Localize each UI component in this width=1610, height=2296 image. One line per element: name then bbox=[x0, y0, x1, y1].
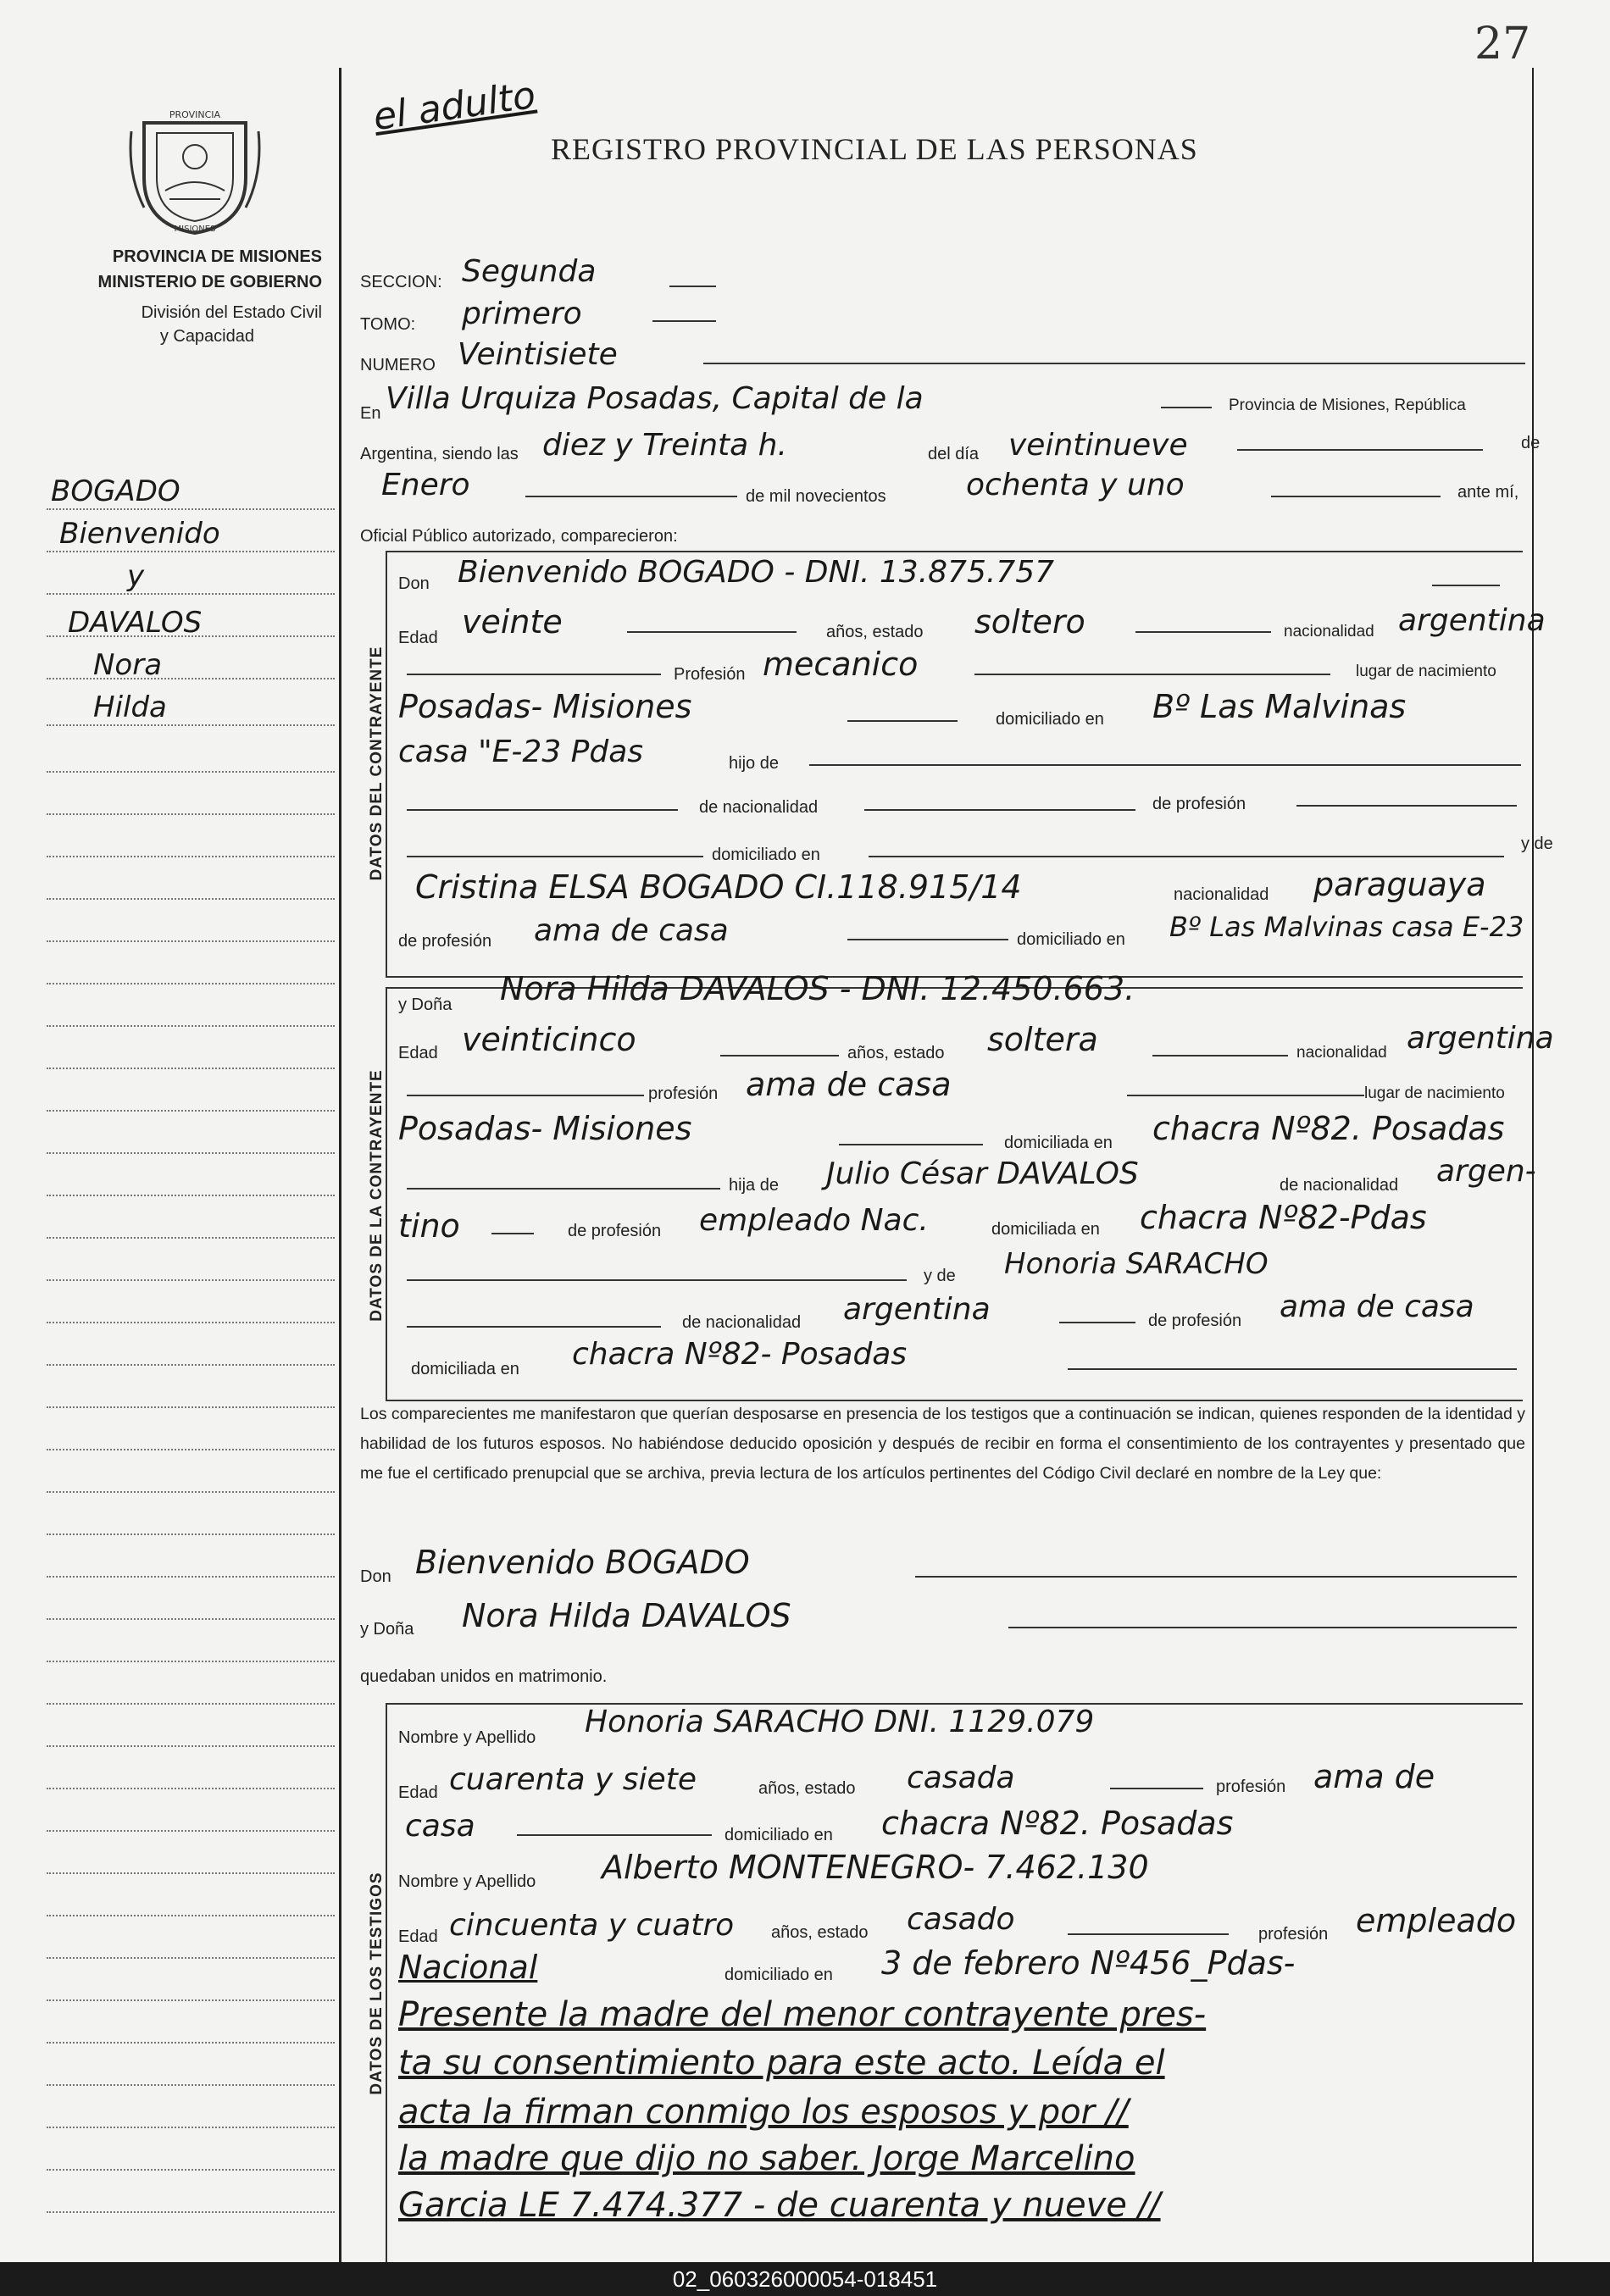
c2-estado: soltera bbox=[987, 1021, 1098, 1058]
t2-estado: casado bbox=[907, 1902, 1015, 1937]
testigos-note-line-3: acta la firman conmigo los esposos y por // bbox=[398, 2093, 1129, 2132]
margin-note-surname-1: BOGADO bbox=[51, 474, 180, 508]
t2-prof-label: profesión bbox=[1258, 1925, 1329, 1944]
contrayente-nombre: Bienvenido BOGADO - DNI. 13.875.757 bbox=[458, 555, 1055, 590]
seccion-label: SECCION: bbox=[360, 273, 442, 291]
t2-dom: 3 de febrero Nº456_Pdas- bbox=[881, 1944, 1296, 1982]
c1-profesion: mecanico bbox=[763, 646, 919, 683]
c2-padre-nac: argen- bbox=[1436, 1154, 1536, 1189]
c1-estado: soltero bbox=[974, 603, 1085, 641]
province-seal-icon bbox=[127, 97, 263, 237]
c2-madre-dom-label: domiciliada en bbox=[411, 1360, 519, 1378]
c1-nac-label: nacionalidad bbox=[1284, 623, 1374, 641]
c1-madre-dom: Bº Las Malvinas casa E-23 bbox=[1169, 911, 1524, 943]
t1-prof-label: profesión bbox=[1216, 1777, 1286, 1796]
t1-dom-label: domiciliado en bbox=[724, 1826, 833, 1844]
don-label: Don bbox=[398, 574, 430, 593]
t1-estado: casada bbox=[907, 1761, 1015, 1795]
contrayente2-nombre: Nora Hilda DAVALOS - DNI. 12.450.663. bbox=[500, 970, 1135, 1007]
t2-dom-label: domiciliado en bbox=[724, 1966, 833, 1984]
c1-madre: Cristina ELSA BOGADO CI.118.915/14 bbox=[415, 868, 1022, 906]
declaration-text: Los comparecientes me manifestaron que querían desposarse en presencia de los testigos que a continuación se indican, quienes responden de la identidad y habilidad de los futuros esposos. No habiéndose deducido oposición y después de recibir en forma el consentimiento de los contrayentes y presentado que me fue el certificado prenupcial que se archiva, previa lectura de los artículos pertinentes del Código Civil declaré en nombre de la Ley que: bbox=[360, 1405, 1525, 1483]
c1-madre-prof: ama de casa bbox=[534, 913, 729, 948]
t1-edad: cuarenta y siete bbox=[449, 1762, 697, 1797]
t1-prof-2: casa bbox=[405, 1809, 475, 1844]
c1-yde-label: y de bbox=[1521, 835, 1553, 853]
numero-value: Veintisiete bbox=[458, 337, 618, 372]
margin-note-surname-2: DAVALOS bbox=[68, 606, 203, 640]
margin-note-name-2: Nora bbox=[93, 648, 163, 682]
division-line-1: División del Estado Civil bbox=[141, 303, 322, 322]
c1-anios-label: años, estado bbox=[826, 623, 924, 641]
t1-nombre: Honoria SARACHO DNI. 1129.079 bbox=[585, 1705, 1095, 1739]
dona-label: y Doña bbox=[398, 995, 452, 1014]
c2-madre-dom: chacra Nº82- Posadas bbox=[572, 1337, 908, 1372]
testigos-note-line-1: Presente la madre del menor contrayente pres- bbox=[398, 1995, 1207, 2034]
testigos-note-line-5: Garcia LE 7.474.377 - de cuarenta y nueve // bbox=[398, 2186, 1161, 2225]
t1-dom: chacra Nº82. Posadas bbox=[881, 1805, 1234, 1842]
c2-domicilio: chacra Nº82. Posadas bbox=[1152, 1110, 1505, 1147]
c2-padre-dom-label: domiciliada en bbox=[991, 1220, 1100, 1239]
c2-nacionalidad: argentina bbox=[1407, 1021, 1554, 1056]
en-label: En bbox=[360, 404, 381, 423]
c1-domicilio: Bº Las Malvinas bbox=[1152, 688, 1407, 725]
c2-padre-prof-label: de profesión bbox=[568, 1222, 662, 1240]
anio-value: ochenta y uno bbox=[966, 468, 1185, 502]
c1-domicilio-2: casa "E-23 Pdas bbox=[398, 735, 644, 769]
t1-edad-label: Edad bbox=[398, 1783, 438, 1802]
c2-edad: veinticinco bbox=[462, 1021, 636, 1058]
t2-edad-label: Edad bbox=[398, 1927, 438, 1946]
margin-note-name-3: Hilda bbox=[93, 690, 167, 724]
t2-edad: cincuenta y cuatro bbox=[449, 1908, 735, 1943]
c2-profesion: ama de casa bbox=[746, 1066, 952, 1103]
c1-edad: veinte bbox=[462, 603, 563, 641]
t2-prof-2: Nacional bbox=[398, 1949, 538, 1986]
tomo-label: TOMO: bbox=[360, 315, 416, 334]
c1-madre-prof-label: de profesión bbox=[398, 932, 492, 951]
t1-nombre-label: Nombre y Apellido bbox=[398, 1728, 536, 1747]
hora-value: diez y Treinta h. bbox=[542, 428, 787, 463]
argentina-label: Argentina, siendo las bbox=[360, 445, 519, 463]
c1-madre-dom-label: domiciliado en bbox=[1017, 930, 1125, 949]
c2-padre-prof: empleado Nac. bbox=[699, 1203, 929, 1238]
c2-anios-label: años, estado bbox=[847, 1044, 945, 1062]
lugar-value: Villa Urquiza Posadas, Capital de la bbox=[386, 381, 924, 416]
dia-value: veintinueve bbox=[1008, 428, 1188, 463]
margin-note-name-1: Bienvenido bbox=[59, 517, 220, 551]
oficial-label: Oficial Público autorizado, comparecieron: bbox=[360, 527, 678, 546]
top-note: el adulto bbox=[370, 73, 539, 140]
c2-padre: Julio César DAVALOS bbox=[826, 1156, 1139, 1191]
union-don-label: Don bbox=[360, 1567, 391, 1586]
mil-label: de mil novecientos bbox=[746, 487, 886, 506]
page-number: 27 bbox=[1474, 19, 1531, 69]
c1-madre-nac-label: nacionalidad bbox=[1174, 885, 1269, 904]
tomo-value: primero bbox=[462, 297, 582, 331]
mes-value: Enero bbox=[381, 468, 470, 502]
c2-edad-label: Edad bbox=[398, 1044, 438, 1062]
c2-nac-label: nacionalidad bbox=[1296, 1044, 1387, 1062]
seal-text-top: PROVINCIA bbox=[169, 109, 221, 120]
seccion-value: Segunda bbox=[462, 254, 597, 289]
ministry-name: MINISTERIO DE GOBIERNO bbox=[97, 273, 322, 291]
c1-lugar-nac-label: lugar de nacimiento bbox=[1356, 663, 1496, 680]
c2-madre-nac-label: de nacionalidad bbox=[682, 1313, 802, 1332]
c1-nacionalidad: argentina bbox=[1398, 603, 1546, 638]
c1-edad-label: Edad bbox=[398, 629, 438, 647]
c1-hijo-label: hijo de bbox=[729, 754, 779, 773]
c2-padre-nac-label: de nacionalidad bbox=[1280, 1176, 1399, 1195]
c2-yde-label: y de bbox=[924, 1267, 956, 1285]
c1-madre-nac: paraguaya bbox=[1313, 866, 1486, 903]
margin-note-and: y bbox=[127, 559, 145, 593]
t1-prof: ama de bbox=[1313, 1758, 1435, 1795]
c2-hija-label: hija de bbox=[729, 1176, 779, 1195]
ante-label: ante mí, bbox=[1457, 483, 1519, 502]
t1-anios-label: años, estado bbox=[758, 1779, 856, 1798]
document-id-footer: 02_060326000054-018451 bbox=[0, 2262, 1610, 2296]
de-label: de bbox=[1521, 434, 1541, 452]
c1-lugar-nac: Posadas- Misiones bbox=[398, 688, 692, 725]
c2-madre: Honoria SARACHO bbox=[1004, 1247, 1269, 1281]
c2-lugar-nac: Posadas- Misiones bbox=[398, 1110, 692, 1147]
del-dia-label: del día bbox=[928, 445, 980, 463]
union-dona-label: y Doña bbox=[360, 1620, 414, 1639]
c1-prof2-label: de profesión bbox=[1152, 795, 1246, 813]
division-line-2: y Capacidad bbox=[159, 327, 254, 346]
t2-anios-label: años, estado bbox=[771, 1923, 869, 1942]
numero-label: NUMERO bbox=[360, 356, 436, 374]
t2-nombre: Alberto MONTENEGRO- 7.462.130 bbox=[602, 1849, 1149, 1886]
contrayente-section-label: DATOS DEL CONTRAYENTE bbox=[368, 646, 386, 881]
c2-madre-prof: ama de casa bbox=[1280, 1289, 1474, 1324]
testigos-note-line-2: ta su consentimiento para este acto. Leída el bbox=[398, 2044, 1165, 2082]
c1-dom2-label: domiciliado en bbox=[712, 846, 820, 864]
province-name: PROVINCIA DE MISIONES bbox=[112, 247, 322, 266]
contrayente2-section-label: DATOS DE LA CONTRAYENTE bbox=[368, 1069, 386, 1322]
t2-prof: empleado bbox=[1356, 1902, 1517, 1939]
c2-profesion-label: profesión bbox=[648, 1084, 719, 1103]
c2-lugar-nac-label: lugar de nacimiento bbox=[1364, 1084, 1505, 1102]
c2-madre-nac: argentina bbox=[843, 1292, 991, 1327]
c1-domicilio-label: domiciliado en bbox=[996, 710, 1104, 729]
union-dona: Nora Hilda DAVALOS bbox=[462, 1597, 791, 1634]
main-left-border bbox=[339, 68, 341, 2262]
c2-domicilio-label: domiciliada en bbox=[1004, 1134, 1113, 1152]
union-don: Bienvenido BOGADO bbox=[415, 1544, 750, 1581]
t2-nombre-label: Nombre y Apellido bbox=[398, 1872, 536, 1891]
seal-text-bottom: MISIONES bbox=[174, 225, 216, 234]
c2-padre-dom: chacra Nº82-Pdas bbox=[1140, 1199, 1427, 1236]
provincia-label: Provincia de Misiones, República bbox=[1229, 397, 1466, 414]
testigos-note-line-4: la madre que dijo no saber. Jorge Marcelino bbox=[398, 2139, 1135, 2178]
page-title: REGISTRO PROVINCIAL DE LAS PERSONAS bbox=[551, 132, 1198, 166]
testigos-section-label: DATOS DE LOS TESTIGOS bbox=[368, 1872, 386, 2095]
c1-profesion-label: Profesión bbox=[674, 665, 746, 684]
union-unidos-label: quedaban unidos en matrimonio. bbox=[360, 1667, 608, 1686]
c2-madre-prof-label: de profesión bbox=[1148, 1312, 1242, 1330]
c2-padre-nac-2: tino bbox=[398, 1207, 460, 1245]
c1-nac2-label: de nacionalidad bbox=[699, 798, 819, 817]
